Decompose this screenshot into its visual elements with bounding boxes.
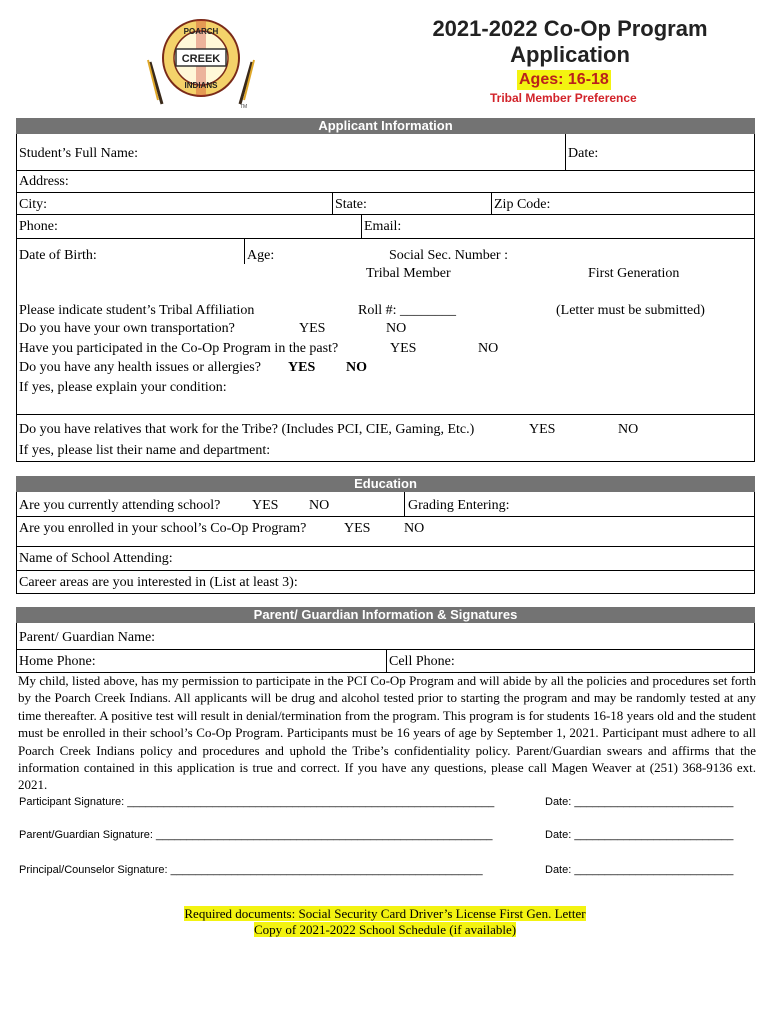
row-divider: [16, 570, 755, 571]
col-divider: [491, 192, 492, 214]
applicant-frame-right: [754, 134, 755, 462]
participant-signature-line[interactable]: Participant Signature: ____________________________________________________________: [19, 796, 495, 808]
ages-highlight: Ages: 16-18: [519, 71, 609, 88]
first-generation-option[interactable]: First Generation: [588, 266, 680, 281]
row-divider: [16, 214, 755, 215]
applicant-section-header: Applicant Information: [16, 118, 755, 134]
relatives-no-option[interactable]: NO: [618, 422, 639, 437]
tribal-affiliation-label: Please indicate student’s Tribal Affiliation: [19, 303, 255, 318]
student-name-field[interactable]: Student’s Full Name:: [19, 146, 138, 161]
col-divider: [332, 192, 333, 214]
coop-past-yes-option[interactable]: YES: [390, 341, 417, 356]
relatives-list-field[interactable]: If yes, please list their name and department:: [19, 443, 271, 458]
poarch-creek-logo: [140, 14, 262, 110]
row-divider: [16, 546, 755, 547]
row-divider: [16, 414, 755, 415]
form-title: 2021-2022 Co-Op Program Application: [432, 16, 708, 67]
consent-paragraph: My child, listed above, has my permission to participate in the PCI Co-Op Program and will abide by all the policies and procedures set forth by the Poarch Creek Indians. All applicants will be drug and alcohol tested prior to starting the program and may be randomly tested at any time thereafter. A positive test will result in denial/termination from the program. This program is for students 16-18 years old and the student must be enrolled in their school’s Co-Op Program. Participants must be 16 years of age by September 1, 2021. Participant must adhere to all Poarch Creek Indians policy and procedures and uphold the Tribe’s confidentiality policy. Parent/Guardian swears and affirms that the information contained in this application is true and correct. If you have any questions, please call Magen Weaver at (251) 368-9136 ext. 2021.: [18, 673, 756, 793]
enrolled-yes-option[interactable]: YES: [344, 521, 371, 536]
school-name-field[interactable]: Name of School Attending:: [19, 551, 173, 566]
state-field[interactable]: State:: [335, 197, 367, 212]
logo-poarch-text: POARCH: [183, 27, 219, 36]
health-explain-field[interactable]: If yes, please explain your condition:: [19, 380, 227, 395]
col-divider: [361, 214, 362, 238]
col-divider: [244, 238, 245, 264]
cell-phone-field[interactable]: Cell Phone:: [389, 654, 455, 669]
coop-past-question: Have you participated in the Co-Op Program in the past?: [19, 341, 339, 356]
transportation-question: Do you have your own transportation?: [19, 321, 235, 336]
education-section-header: Education: [16, 476, 755, 492]
school-schedule-row: [0, 921, 770, 939]
roll-number-field[interactable]: Roll #: ________: [358, 303, 457, 318]
tribal-preference-note: Tribal Member Preference: [490, 91, 637, 105]
grading-entering-field[interactable]: Grading Entering:: [408, 498, 510, 513]
city-field[interactable]: City:: [19, 197, 48, 212]
parent-name-field[interactable]: Parent/ Guardian Name:: [19, 630, 156, 645]
row-divider: [16, 238, 755, 239]
principal-date-line[interactable]: Date: __________________________: [545, 864, 734, 876]
health-question: Do you have any health issues or allergies?: [19, 360, 261, 375]
phone-field[interactable]: Phone:: [19, 219, 58, 234]
required-documents-line2: Copy of 2021-2022 School Schedule (if available): [253, 922, 517, 937]
attending-no-option[interactable]: NO: [309, 498, 330, 513]
education-frame-right: [754, 492, 755, 594]
date-of-birth-field[interactable]: Date of Birth:: [19, 248, 97, 263]
zip-code-field[interactable]: Zip Code:: [494, 197, 551, 212]
email-field[interactable]: Email:: [364, 219, 402, 234]
coop-past-no-option[interactable]: NO: [478, 341, 499, 356]
attending-yes-option[interactable]: YES: [252, 498, 279, 513]
principal-signature-line[interactable]: Principal/Counselor Signature: ___________________________________________________: [19, 864, 483, 876]
required-documents-line1: Required documents: Social Security Card Driver’s License First Gen. Letter: [184, 906, 586, 921]
row-divider: [16, 170, 755, 171]
parent-date-line[interactable]: Date: __________________________: [545, 829, 734, 841]
parent-signature-line[interactable]: Parent/Guardian Signature: _______________________________________________________: [19, 829, 493, 841]
enrolled-coop-question: Are you enrolled in your school’s Co-Op Program?: [19, 521, 307, 536]
col-divider: [565, 134, 566, 170]
ssn-field[interactable]: Social Sec. Number :: [389, 248, 508, 263]
col-divider: [404, 492, 405, 516]
education-frame-bottom: [16, 593, 755, 594]
logo-creek-text: CREEK: [181, 53, 221, 65]
col-divider: [386, 649, 387, 673]
date-field[interactable]: Date:: [568, 146, 599, 161]
transportation-no-option[interactable]: NO: [386, 321, 407, 336]
health-no-option[interactable]: NO: [346, 360, 367, 375]
parent-frame-left: [16, 623, 17, 673]
enrolled-no-option[interactable]: NO: [404, 521, 425, 536]
logo-trademark: TM: [240, 104, 248, 110]
applicant-frame-left: [16, 134, 17, 462]
career-areas-field[interactable]: Career areas are you interested in (List at least 3):: [19, 575, 298, 590]
row-divider: [16, 516, 755, 517]
applicant-frame-bottom: [16, 461, 755, 462]
row-divider: [16, 192, 755, 193]
parent-frame-right: [754, 623, 755, 673]
address-field[interactable]: Address:: [19, 174, 69, 189]
home-phone-field[interactable]: Home Phone:: [19, 654, 96, 669]
tribal-member-option[interactable]: Tribal Member: [366, 266, 451, 281]
education-frame-left: [16, 492, 17, 594]
logo-indians-text: INDIANS: [184, 81, 218, 90]
logo-emblem: [140, 14, 262, 110]
health-yes-option[interactable]: YES: [288, 360, 316, 375]
letter-note: (Letter must be submitted): [556, 303, 705, 318]
attending-school-question: Are you currently attending school?: [19, 498, 221, 513]
parent-section-header: Parent/ Guardian Information & Signatures: [16, 607, 755, 623]
participant-date-line[interactable]: Date: __________________________: [545, 796, 734, 808]
age-field[interactable]: Age:: [247, 248, 275, 263]
transportation-yes-option[interactable]: YES: [299, 321, 326, 336]
relatives-question: Do you have relatives that work for the Tribe? (Includes PCI, CIE, Gaming, Etc.): [19, 422, 475, 437]
relatives-yes-option[interactable]: YES: [529, 422, 556, 437]
